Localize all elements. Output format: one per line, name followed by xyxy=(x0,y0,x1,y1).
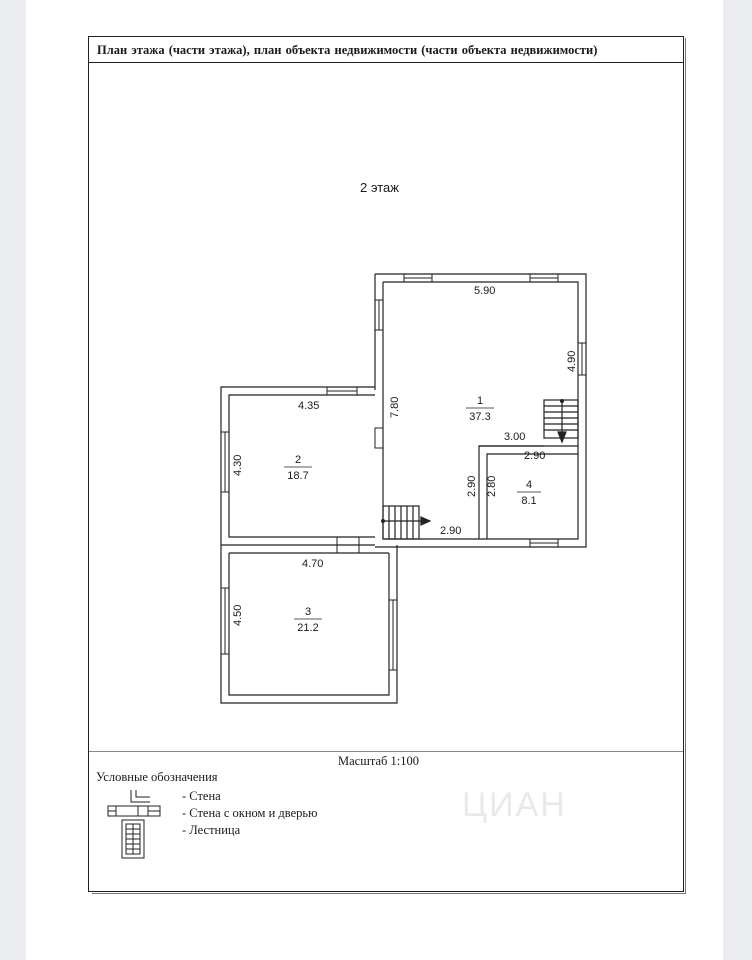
dim-room1-bottom: 2.90 xyxy=(440,525,462,537)
legend-title: Условные обозначения xyxy=(96,770,218,784)
room-3-number: 3 xyxy=(304,606,312,618)
dim-room3-left: 4.50 xyxy=(232,604,244,626)
room-2-area: 18.7 xyxy=(287,470,309,482)
dim-room2-left: 4.30 xyxy=(232,454,244,476)
room-2-number: 2 xyxy=(294,454,302,466)
room-4-area: 8.1 xyxy=(521,495,537,507)
dim-room3-top: 4.70 xyxy=(302,558,324,570)
dim-room1-top: 5.90 xyxy=(474,285,496,297)
scale-label: Масштаб 1:100 xyxy=(338,754,419,768)
floor-label: 2 этаж xyxy=(360,180,399,195)
stair-start-dot-lower xyxy=(381,519,385,523)
windows xyxy=(221,274,586,670)
stair-start-dot xyxy=(560,399,564,403)
page-title: План этажа (части этажа), план объекта недвижимости (части объекта недвижимости) xyxy=(89,37,683,63)
dim-room1-right: 4.90 xyxy=(566,350,578,372)
legend-item-wall: - Стена xyxy=(182,789,221,803)
window-door-symbol-icon xyxy=(108,806,160,816)
room-1-area: 37.3 xyxy=(469,411,491,423)
dim-room1-left: 7.80 xyxy=(389,396,401,418)
stairs-upper xyxy=(544,400,578,442)
dim-stair-landing: 3.00 xyxy=(504,431,526,443)
legend-item-window-door: - Стена с окном и дверью xyxy=(182,806,318,820)
watermark: ЦИАН xyxy=(462,786,567,824)
stairs-symbol-icon xyxy=(122,820,144,858)
stairs-lower xyxy=(383,506,430,539)
room-4-number: 4 xyxy=(525,479,533,491)
dim-room2-top: 4.35 xyxy=(298,400,320,412)
dim-room4-left-a: 2.90 xyxy=(466,475,478,497)
legend-item-stairs: - Лестница xyxy=(182,823,241,837)
dim-room4-left-b: 2.80 xyxy=(486,475,498,497)
room-3-area: 21.2 xyxy=(297,622,319,634)
wall-symbol-icon xyxy=(131,790,150,802)
legend-symbols xyxy=(108,790,160,858)
dim-room4-top: 2.90 xyxy=(524,450,546,462)
room-1-number: 1 xyxy=(476,395,484,407)
